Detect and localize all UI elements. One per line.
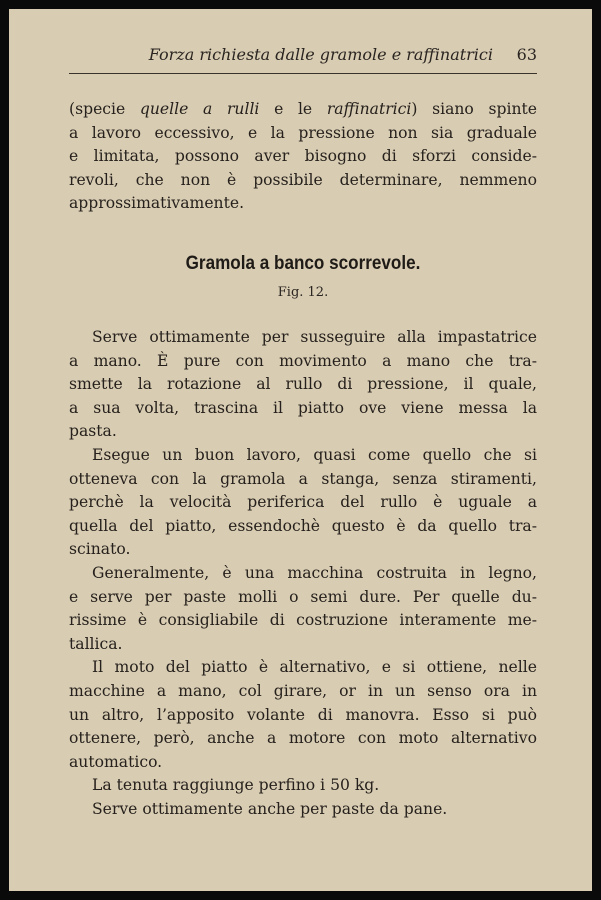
text-line [69,373,537,397]
text-segment: (specie [69,100,140,118]
text-line [69,468,537,492]
text-line [69,751,537,775]
book-page [9,9,592,891]
text-line [69,491,537,515]
text-segment: e le [259,100,327,118]
italic-text: raffinatrici [326,100,412,118]
text-segment: Serve ottimamente anche per paste da pane. [92,799,448,818]
text-line [69,633,537,657]
paragraph-continued [69,98,537,216]
text-segment: a mano. È pure con movimento a mano che tra- [69,351,537,370]
text-line [69,538,537,562]
text-line [69,98,537,122]
italic-text: quelle a rulli [139,100,260,118]
text-segment: e limitata, possono aver bisogno di sforzi conside- [69,147,537,166]
text-segment: ) siano spinte [411,100,537,118]
text-line [69,420,537,444]
text-line [69,397,537,421]
text-line [69,169,537,193]
text-line [69,562,537,586]
text-segment: rissime è consigliabile di costruzione interamente me- [69,611,537,630]
text-segment: macchine a mano, col girare, or in un senso ora in [69,681,537,700]
text-line [69,192,537,216]
text-segment: ottenere, però, anche a motore con moto alternativo [69,729,537,748]
text-segment: Generalmente, è una macchina costruita in legno, [92,563,537,582]
text-segment: perchè la velocità periferica del rullo è uguale a [69,493,537,512]
text-segment: revoli, che non è possibile determinare, nemmeno [69,170,537,189]
text-line [69,145,537,169]
text-segment: un altro, l’apposito volante di manovra. Esso si può [69,705,537,724]
figure-label: Fig. 12. [277,285,329,300]
header-rule [69,73,537,74]
text-line [69,350,537,374]
text-line [69,444,537,468]
text-segment: quella del piatto, essendochè questo è da quello tra- [69,516,537,535]
text-segment: smette la rotazione al rullo di pressione, il quale, [69,375,537,394]
section-body [69,326,537,821]
text-line [69,727,537,751]
text-line [69,515,537,539]
text-segment: La tenuta raggiunge perfino i 50 kg. [92,776,380,795]
text-segment: otteneva con la gramola a stanga, senza stiramenti, [69,469,537,488]
text-segment: a sua volta, trascina il piatto ove viene messa la [69,398,537,417]
text-line [69,680,537,704]
text-segment: scinato. [69,540,131,559]
text-segment: a lavoro eccessivo, e la pressione non sia graduale [69,123,537,142]
text-segment: Il moto del piatto è alternativo, e si ottiene, nelle [92,658,537,677]
text-line [69,656,537,680]
running-head-title: Forza richiesta dalle gramole e raffinatrici [148,45,493,64]
text-segment: pasta. [69,422,117,441]
text-line [69,798,537,822]
text-segment: automatico. [69,752,163,771]
text-line [69,609,537,633]
text-segment: approssimativamente. [69,194,245,213]
text-line [69,704,537,728]
text-line [69,586,537,610]
text-segment: e serve per paste molli o semi dure. Per quelle du- [69,587,537,606]
running-head [69,45,537,69]
text-segment: tallica. [69,634,123,653]
text-line [69,774,537,798]
text-segment: Esegue un buon lavoro, quasi come quello che si [92,445,537,464]
text-segment: Serve ottimamente per susseguire alla impastatrice [92,328,537,346]
text-line [69,326,537,350]
page-number: 63 [516,45,537,64]
text-line [69,122,537,146]
section-heading: Gramola a banco scorrevole. [185,253,421,274]
